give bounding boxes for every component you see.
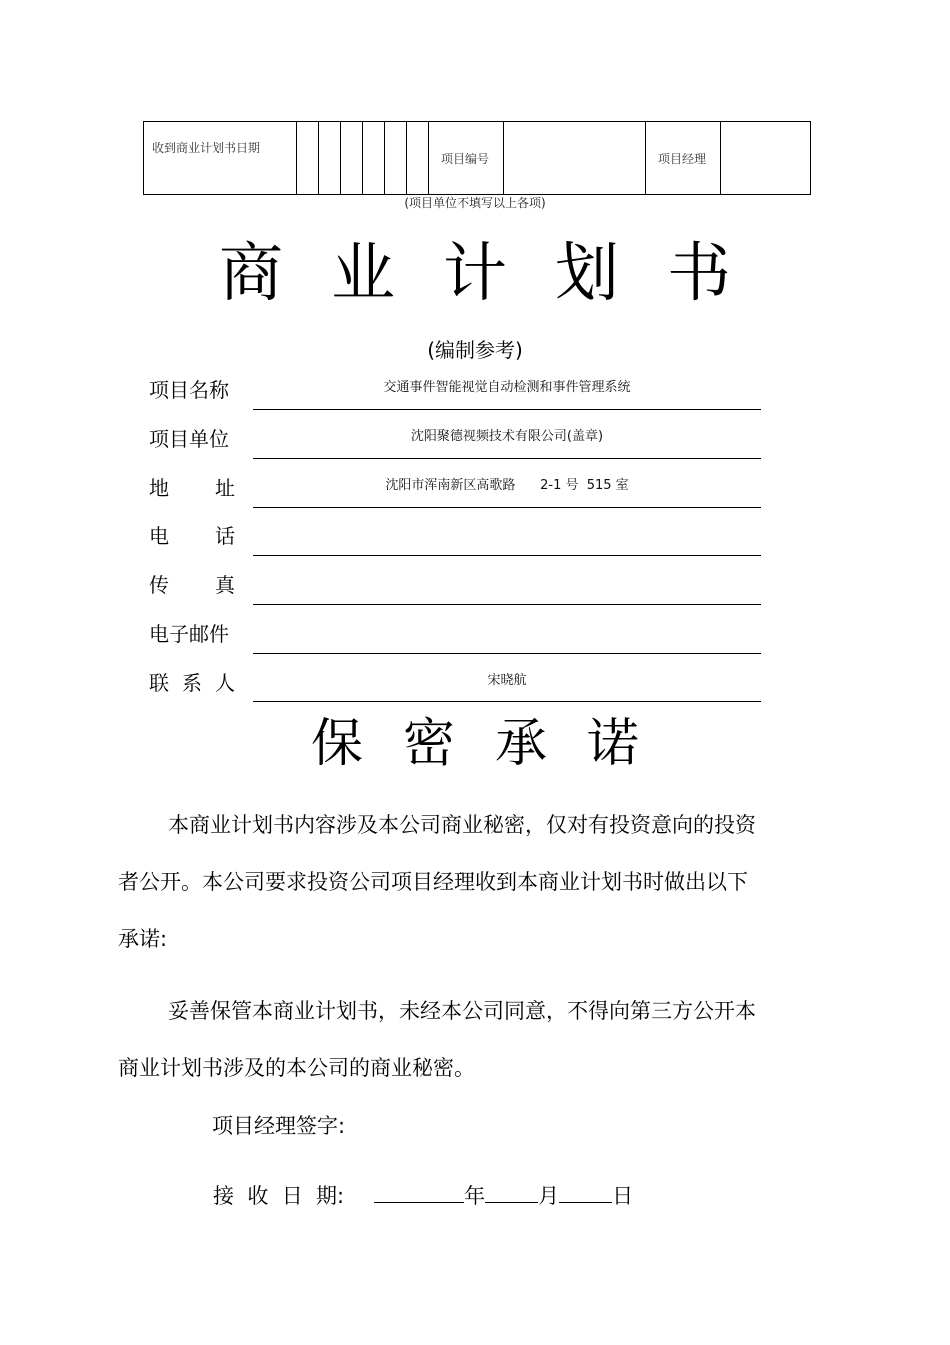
signature-label: 项目经理签字:	[212, 1114, 346, 1138]
day-label: 日	[612, 1184, 634, 1208]
year-label: 年	[464, 1184, 486, 1208]
paragraph-text: 妥善保管本商业计划书，未经本公司同意，不得向第三方公开本商业计划书涉及的本公司的商业秘密。	[118, 999, 756, 1080]
year-blank[interactable]	[374, 1182, 464, 1203]
day-blank[interactable]	[559, 1182, 612, 1203]
form-underline	[253, 604, 761, 605]
paragraph-text: 本商业计划书内容涉及本公司商业秘密，仅对有投资意向的投资者公开。本公司要求投资公司项目经理收到本商业计划书时做出以下承诺:	[118, 813, 756, 951]
title-char: 业	[331, 237, 395, 311]
form-label-char: 电	[149, 524, 169, 548]
form-underline	[253, 701, 761, 702]
promise-title-char: 诺	[587, 714, 640, 774]
form-label-char: 人	[215, 671, 235, 695]
form-label-char: 地	[149, 476, 169, 500]
promise-title-char: 保	[310, 714, 363, 774]
title-char: 划	[555, 237, 619, 311]
form-underline	[253, 458, 761, 459]
received-date-cell[interactable]	[341, 122, 363, 195]
promise-paragraph-1	[118, 797, 768, 968]
form-label-char: 真	[215, 573, 235, 597]
received-date-cell[interactable]	[407, 122, 429, 195]
form-label: 电子邮件	[149, 622, 229, 646]
form-label-char: 联	[149, 671, 169, 695]
form-label	[149, 667, 235, 696]
form-label-char: 话	[215, 524, 235, 548]
project-number-value[interactable]	[504, 122, 646, 195]
page-title	[0, 237, 950, 311]
promise-title-char: 承	[495, 714, 548, 774]
promise-paragraph-2	[118, 983, 768, 1097]
received-date-cell[interactable]	[297, 122, 319, 195]
month-label: 月	[538, 1184, 560, 1208]
received-date-cell[interactable]	[363, 122, 385, 195]
form-label-char: 址	[215, 476, 235, 500]
received-date-cell[interactable]	[385, 122, 407, 195]
page-subtitle: (编制参考)	[427, 338, 523, 362]
form-label-char: 系	[182, 671, 202, 695]
receive-date-row	[213, 1180, 633, 1210]
project-manager-label: 项目经理	[646, 122, 721, 195]
promise-title-char: 密	[402, 714, 455, 774]
form-underline	[253, 507, 761, 508]
header-note: (项目单位不填写以上各项)	[404, 196, 546, 210]
received-date-cell[interactable]	[319, 122, 341, 195]
form-label	[149, 569, 235, 598]
received-date-label: 收到商业计划书日期	[144, 122, 297, 195]
form-value[interactable]: 交通事件智能视觉自动检测和事件管理系统	[383, 380, 631, 395]
form-label	[149, 520, 235, 549]
form-label-char: 传	[149, 573, 169, 597]
form-label: 项目单位	[149, 427, 229, 451]
form-underline	[253, 653, 761, 654]
promise-title	[0, 714, 950, 774]
form-value[interactable]: 沈阳聚德视频技术有限公司(盖章)	[410, 429, 604, 444]
project-number-label: 项目编号	[429, 122, 504, 195]
header-table	[143, 121, 811, 195]
form-underline	[253, 555, 761, 556]
form-label	[149, 472, 235, 501]
title-char: 计	[443, 237, 507, 311]
form-underline	[253, 409, 761, 410]
month-blank[interactable]	[485, 1182, 538, 1203]
form-value[interactable]: 沈阳市浑南新区高歌路 2-1 号 515 室	[385, 478, 629, 493]
project-manager-value[interactable]	[721, 122, 811, 195]
title-char: 书	[667, 237, 731, 311]
receive-date-label: 接 收 日 期:	[213, 1184, 345, 1208]
form-value[interactable]: 宋晓航	[487, 673, 527, 688]
form-label: 项目名称	[149, 378, 229, 402]
title-char: 商	[219, 237, 283, 311]
